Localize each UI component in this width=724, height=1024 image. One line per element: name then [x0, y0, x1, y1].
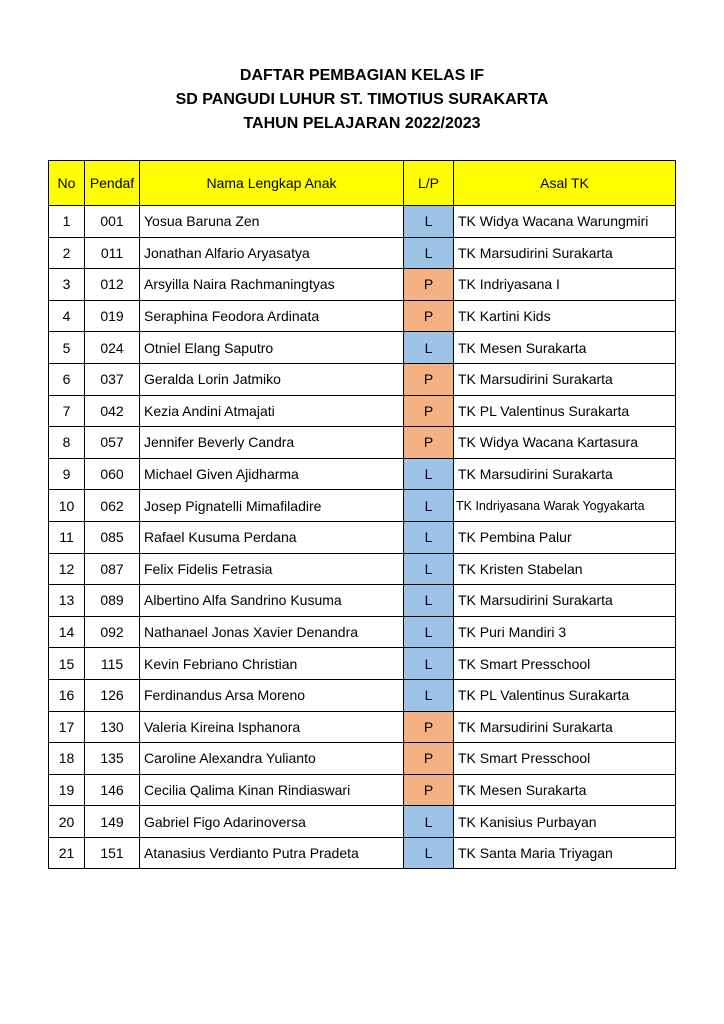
table-row [49, 679, 676, 711]
cell-nama: Caroline Alexandra Yulianto [140, 743, 404, 775]
cell-lp: L [404, 806, 454, 838]
cell-nama: Ferdinandus Arsa Moreno [140, 679, 404, 711]
table-body [49, 206, 676, 869]
cell-no: 16 [49, 679, 85, 711]
table-row [49, 269, 676, 301]
cell-asal: TK Indriyasana Warak Yogyakarta [454, 490, 676, 522]
cell-pendaf: 062 [85, 490, 140, 522]
cell-asal: TK Widya Wacana Kartasura [454, 427, 676, 459]
table-row [49, 743, 676, 775]
cell-nama: Gabriel Figo Adarinoversa [140, 806, 404, 838]
table-row [49, 553, 676, 585]
cell-nama: Felix Fidelis Fetrasia [140, 553, 404, 585]
cell-no: 6 [49, 363, 85, 395]
cell-lp: P [404, 363, 454, 395]
cell-pendaf: 037 [85, 363, 140, 395]
title-line-1: DAFTAR PEMBAGIAN KELAS IF [239, 67, 485, 84]
cell-lp: L [404, 458, 454, 490]
cell-lp: P [404, 427, 454, 459]
cell-asal: TK Kristen Stabelan [454, 553, 676, 585]
cell-nama: Rafael Kusuma Perdana [140, 521, 404, 553]
cell-asal: TK Kanisius Purbayan [454, 806, 676, 838]
cell-no: 2 [49, 237, 85, 269]
cell-lp: L [404, 206, 454, 238]
cell-no: 11 [49, 521, 85, 553]
table-row [49, 458, 676, 490]
cell-nama: Yosua Baruna Zen [140, 206, 404, 238]
cell-no: 9 [49, 458, 85, 490]
cell-lp: P [404, 269, 454, 301]
table-row [49, 300, 676, 332]
cell-no: 10 [49, 490, 85, 522]
title-line-3: TAHUN PELAJARAN 2022/2023 [243, 115, 481, 132]
cell-asal: TK Widya Wacana Warungmiri [454, 206, 676, 238]
table-row [49, 648, 676, 680]
cell-pendaf: 135 [85, 743, 140, 775]
cell-lp: L [404, 490, 454, 522]
table-row [49, 616, 676, 648]
cell-nama: Cecilia Qalima Kinan Rindiaswari [140, 774, 404, 806]
cell-pendaf: 012 [85, 269, 140, 301]
cell-asal: TK Santa Maria Triyagan [454, 837, 676, 869]
cell-pendaf: 115 [85, 648, 140, 680]
cell-asal: TK Mesen Surakarta [454, 774, 676, 806]
cell-nama: Jonathan Alfario Aryasatya [140, 237, 404, 269]
cell-nama: Josep Pignatelli Mimafiladire [140, 490, 404, 522]
cell-asal: TK Indriyasana I [454, 269, 676, 301]
title-line-2: SD PANGUDI LUHUR ST. TIMOTIUS SURAKARTA [175, 91, 549, 108]
table-row [49, 837, 676, 869]
cell-lp: P [404, 743, 454, 775]
cell-lp: L [404, 679, 454, 711]
cell-lp: L [404, 521, 454, 553]
cell-nama: Kevin Febriano Christian [140, 648, 404, 680]
cell-asal: TK Marsudirini Surakarta [454, 363, 676, 395]
cell-nama: Atanasius Verdianto Putra Pradeta [140, 837, 404, 869]
cell-no: 1 [49, 206, 85, 238]
table-row [49, 490, 676, 522]
cell-asal: TK PL Valentinus Surakarta [454, 679, 676, 711]
cell-pendaf: 057 [85, 427, 140, 459]
cell-nama: Jennifer Beverly Candra [140, 427, 404, 459]
cell-asal: TK Pembina Palur [454, 521, 676, 553]
cell-pendaf: 089 [85, 585, 140, 617]
table-row [49, 363, 676, 395]
cell-pendaf: 001 [85, 206, 140, 238]
cell-no: 15 [49, 648, 85, 680]
cell-pendaf: 130 [85, 711, 140, 743]
cell-lp: P [404, 300, 454, 332]
column-header-nama: Nama Lengkap Anak [140, 161, 404, 206]
cell-no: 12 [49, 553, 85, 585]
cell-lp: L [404, 837, 454, 869]
column-header-pendaf: Pendaf [85, 161, 140, 206]
cell-nama: Kezia Andini Atmajati [140, 395, 404, 427]
cell-no: 8 [49, 427, 85, 459]
table-row [49, 774, 676, 806]
cell-no: 14 [49, 616, 85, 648]
cell-lp: L [404, 553, 454, 585]
table-row [49, 206, 676, 238]
table-header-row [49, 161, 676, 206]
cell-asal: TK Smart Presschool [454, 648, 676, 680]
cell-pendaf: 085 [85, 521, 140, 553]
cell-pendaf: 151 [85, 837, 140, 869]
cell-no: 20 [49, 806, 85, 838]
cell-asal: TK Marsudirini Surakarta [454, 237, 676, 269]
column-header-lp: L/P [404, 161, 454, 206]
cell-asal: TK Puri Mandiri 3 [454, 616, 676, 648]
cell-pendaf: 060 [85, 458, 140, 490]
cell-nama: Arsyilla Naira Rachmaningtyas [140, 269, 404, 301]
cell-no: 4 [49, 300, 85, 332]
cell-pendaf: 042 [85, 395, 140, 427]
cell-nama: Valeria Kireina Isphanora [140, 711, 404, 743]
cell-nama: Geralda Lorin Jatmiko [140, 363, 404, 395]
cell-asal: TK Marsudirini Surakarta [454, 711, 676, 743]
cell-lp: L [404, 648, 454, 680]
cell-no: 3 [49, 269, 85, 301]
cell-pendaf: 149 [85, 806, 140, 838]
cell-no: 13 [49, 585, 85, 617]
cell-asal: TK Smart Presschool [454, 743, 676, 775]
cell-no: 17 [49, 711, 85, 743]
cell-lp: L [404, 237, 454, 269]
cell-pendaf: 146 [85, 774, 140, 806]
cell-nama: Nathanael Jonas Xavier Denandra [140, 616, 404, 648]
cell-no: 18 [49, 743, 85, 775]
table-row [49, 585, 676, 617]
cell-no: 5 [49, 332, 85, 364]
cell-asal: TK Marsudirini Surakarta [454, 458, 676, 490]
cell-lp: L [404, 616, 454, 648]
column-header-no: No [49, 161, 85, 206]
class-list-table [48, 160, 676, 869]
cell-nama: Michael Given Ajidharma [140, 458, 404, 490]
cell-asal: TK Mesen Surakarta [454, 332, 676, 364]
cell-lp: P [404, 711, 454, 743]
cell-asal: TK Kartini Kids [454, 300, 676, 332]
table-row [49, 427, 676, 459]
table-row [49, 711, 676, 743]
cell-pendaf: 011 [85, 237, 140, 269]
cell-nama: Albertino Alfa Sandrino Kusuma [140, 585, 404, 617]
cell-asal: TK Marsudirini Surakarta [454, 585, 676, 617]
cell-no: 7 [49, 395, 85, 427]
cell-lp: L [404, 332, 454, 364]
cell-pendaf: 024 [85, 332, 140, 364]
column-header-asal: Asal TK [454, 161, 676, 206]
cell-no: 19 [49, 774, 85, 806]
cell-lp: P [404, 395, 454, 427]
cell-lp: P [404, 774, 454, 806]
table-row [49, 332, 676, 364]
cell-pendaf: 092 [85, 616, 140, 648]
cell-no: 21 [49, 837, 85, 869]
document-title-block [0, 64, 724, 136]
cell-lp: L [404, 585, 454, 617]
table-row [49, 806, 676, 838]
cell-pendaf: 126 [85, 679, 140, 711]
cell-nama: Otniel Elang Saputro [140, 332, 404, 364]
table-row [49, 521, 676, 553]
table-row [49, 237, 676, 269]
cell-nama: Seraphina Feodora Ardinata [140, 300, 404, 332]
cell-pendaf: 019 [85, 300, 140, 332]
cell-pendaf: 087 [85, 553, 140, 585]
table-row [49, 395, 676, 427]
cell-asal: TK PL Valentinus Surakarta [454, 395, 676, 427]
